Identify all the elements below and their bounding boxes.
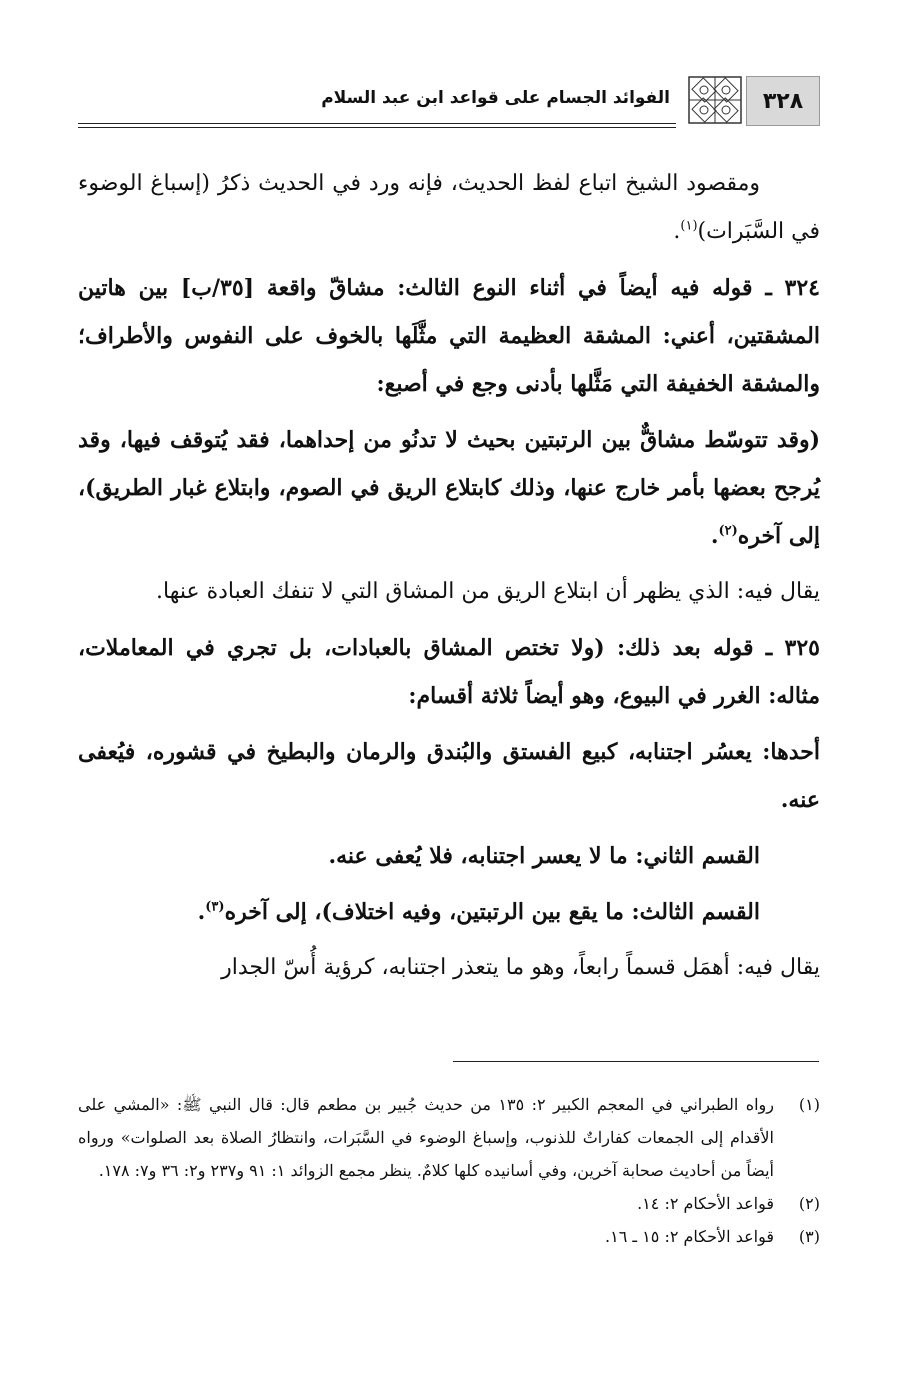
header-rule-thin — [78, 127, 676, 128]
paragraph-325: ٣٢٥ ـ قوله بعد ذلك: (ولا تختص المشاق بالعبادات، بل تجري في المعاملات، مثاله: الغرر في البيوع، وهو أيضاً ثلاثة أقسام: — [78, 635, 820, 709]
footnote-number: (٢) — [798, 1194, 820, 1213]
paragraph-1: ومقصود الشيخ اتباع لفظ الحديث، فإنه ورد في الحديث ذكرُ (إسباغ الوضوء في السَّبَرات)$^{(١)}$. — [78, 171, 820, 244]
paragraph-324: ٣٢٤ ـ قوله فيه أيضاً في أثناء النوع الثالث: مشاقّ واقعة [٣٥/ب] بين هاتين المشقتين، أعني: المشقة العظيمة التي مثَّلَها بالخوف على النفوس والأطراف؛ والمشقة الخفيفة التي مَثَّلها بأدنى وجع في أصبع: — [78, 275, 820, 397]
footnote-3 — [78, 1220, 820, 1253]
footnote-2 — [78, 1187, 820, 1220]
paragraph-commentary-1: يقال فيه: الذي يظهر أن ابتلاع الريق من المشاق التي لا تنفك العبادة عنها. — [156, 579, 820, 604]
footnote-ref-3: (٣) — [205, 899, 225, 915]
quote-paragraph-3: القسم الثاني: ما لا يعسر اجتنابه، فلا يُعفى عنه. — [328, 843, 760, 869]
paragraph-commentary-2: يقال فيه: أهمَل قسماً رابعاً، وهو ما يتعذر اجتنابه، كرؤية أُسّ الجدار — [221, 955, 820, 980]
quote-paragraph-2: أحدها: يعسُر اجتنابه، كبيع الفستق والبُندق والرمان والبطيخ في قشوره، فيُعفى عنه. — [78, 739, 820, 813]
footnote-number: (٣) — [798, 1227, 820, 1246]
footnote-separator — [453, 1061, 819, 1062]
footnote-text: قواعد الأحكام ٢: ١٤. — [637, 1194, 774, 1213]
footnote-ref-1: (١) — [680, 218, 698, 234]
footnote-text: قواعد الأحكام ٢: ١٥ ـ ١٦. — [605, 1227, 774, 1246]
footnotes — [78, 1088, 820, 1253]
ornament-icon — [688, 76, 742, 124]
page-header — [78, 76, 820, 126]
main-text — [78, 160, 820, 1000]
footnote-number: (١) — [798, 1095, 820, 1114]
quote-paragraph-4: القسم الثالث: ما يقع بين الرتبتين، وفيه اختلاف)، إلى آخره$^{(٣)}$. — [197, 899, 760, 925]
footnote-text: رواه الطبراني في المعجم الكبير ٢: ١٣٥ من حديث جُبير بن مطعم قال: قال النبي ﷺ: «المشي على الأقدام إلى الجمعات كفاراتٌ للذنوب، وإسباغ الوضوء في السَّبَرات، وانتظارُ الصلاة بعد الصلوات» ورواه أيضاً من أحاديث صحابة آخرين، وفي أسانيده كلها كلامٌ. ينظر مجمع الزوائد ١: ٩١ و٢٣٧ و٢: ٣٦ و٧: ١٧٨. — [78, 1095, 775, 1180]
footnote-ref-2: (٢) — [718, 523, 738, 539]
footnote-1 — [78, 1088, 820, 1187]
header-rule — [78, 123, 676, 124]
page-number: ٣٢٨ — [746, 76, 820, 126]
running-title: الفوائد الجسام على قواعد ابن عبد السلام — [321, 88, 670, 108]
quote-paragraph-1: (وقد تتوسّط مشاقٌّ بين الرتبتين بحيث لا تدنُو من إحداهما، فقد يُتوقف فيها، وقد يُرجح بعضها بأمر خارج عنها، وذلك كابتلاع الريق في الصوم، وابتلاع غبار الطريق)، إلى آخره$^{(٢)}$. — [78, 427, 820, 549]
